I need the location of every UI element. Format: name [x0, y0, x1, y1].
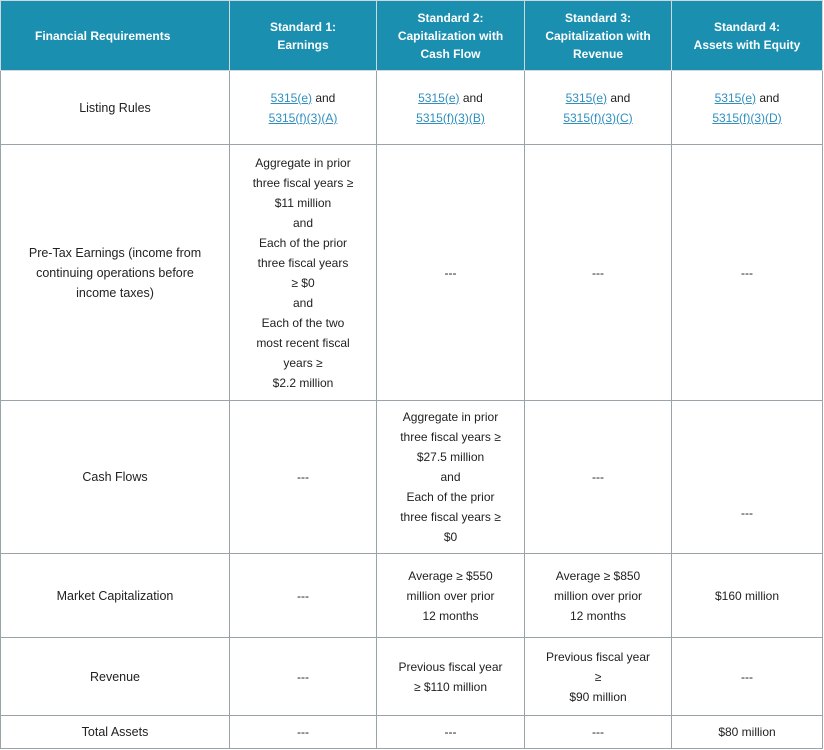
cell-pretax-s1: Aggregate in prior three fiscal years ≥ $11 million and Each of the prior three fiscal years ≥ $0 and Each of the two most recent fiscal years ≥ $2.2 million: [230, 145, 377, 401]
cell-listing-rules-s3: [525, 71, 672, 145]
rule-link-5315f3d[interactable]: 5315(f)(3)(D): [712, 110, 782, 125]
cell-cash-flows-s3: ---: [525, 401, 672, 554]
and-text: and: [607, 90, 631, 105]
rule-link-5315f3a[interactable]: 5315(f)(3)(A): [268, 110, 338, 125]
row-label-market-capitalization: Market Capitalization: [1, 554, 230, 638]
cell-cash-flows-s2: Aggregate in prior three fiscal years ≥ $27.5 million and Each of the prior three fiscal years ≥ $0: [377, 401, 525, 554]
row-total-assets: [1, 716, 823, 749]
header-standard-1: Standard 1: Earnings: [230, 1, 377, 71]
header-standard-4: Standard 4: Assets with Equity: [672, 1, 823, 71]
cell-total-assets-s2: ---: [377, 716, 525, 749]
rule-link-5315e[interactable]: 5315(e): [565, 90, 607, 105]
cell-cash-flows-s1: ---: [230, 401, 377, 554]
cell-cash-flows-s4: ---: [672, 401, 823, 554]
row-revenue: [1, 638, 823, 716]
and-text: and: [459, 90, 483, 105]
cell-market-cap-s4: $160 million: [672, 554, 823, 638]
and-text: and: [756, 90, 780, 105]
cell-market-cap-s2: Average ≥ $550 million over prior 12 months: [377, 554, 525, 638]
cell-market-cap-s3: Average ≥ $850 million over prior 12 months: [525, 554, 672, 638]
cell-listing-rules-s1: [230, 71, 377, 145]
cell-pretax-s2: ---: [377, 145, 525, 401]
cell-total-assets-s4: $80 million: [672, 716, 823, 749]
cell-revenue-s4: ---: [672, 638, 823, 716]
cell-market-cap-s1: ---: [230, 554, 377, 638]
header-standard-3: Standard 3: Capitalization with Revenue: [525, 1, 672, 71]
cell-revenue-s1: ---: [230, 638, 377, 716]
cell-pretax-s4: ---: [672, 145, 823, 401]
row-label-revenue: Revenue: [1, 638, 230, 716]
rule-link-5315e[interactable]: 5315(e): [270, 90, 312, 105]
row-cash-flows: [1, 401, 823, 554]
cell-revenue-s3: Previous fiscal year ≥ $90 million: [525, 638, 672, 716]
rule-link-5315e[interactable]: 5315(e): [714, 90, 756, 105]
cell-pretax-s3: ---: [525, 145, 672, 401]
row-pretax-earnings: [1, 145, 823, 401]
and-text: and: [312, 90, 336, 105]
row-listing-rules: [1, 71, 823, 145]
cell-total-assets-s1: ---: [230, 716, 377, 749]
cell-revenue-s2: Previous fiscal year ≥ $110 million: [377, 638, 525, 716]
cell-listing-rules-s4: [672, 71, 823, 145]
row-label-pretax-earnings: Pre-Tax Earnings (income from continuing operations before income taxes): [1, 145, 230, 401]
row-label-total-assets: Total Assets: [1, 716, 230, 749]
rule-link-5315e[interactable]: 5315(e): [418, 90, 460, 105]
header-standard-2: Standard 2: Capitalization with Cash Flow: [377, 1, 525, 71]
header-row: [1, 1, 823, 71]
row-market-capitalization: [1, 554, 823, 638]
row-label-cash-flows: Cash Flows: [1, 401, 230, 554]
rule-link-5315f3b[interactable]: 5315(f)(3)(B): [416, 110, 485, 125]
cell-total-assets-s3: ---: [525, 716, 672, 749]
row-label-listing-rules: Listing Rules: [1, 71, 230, 145]
header-financial-requirements: Financial Requirements: [1, 1, 230, 71]
cell-listing-rules-s2: [377, 71, 525, 145]
rule-link-5315f3c[interactable]: 5315(f)(3)(C): [563, 110, 633, 125]
